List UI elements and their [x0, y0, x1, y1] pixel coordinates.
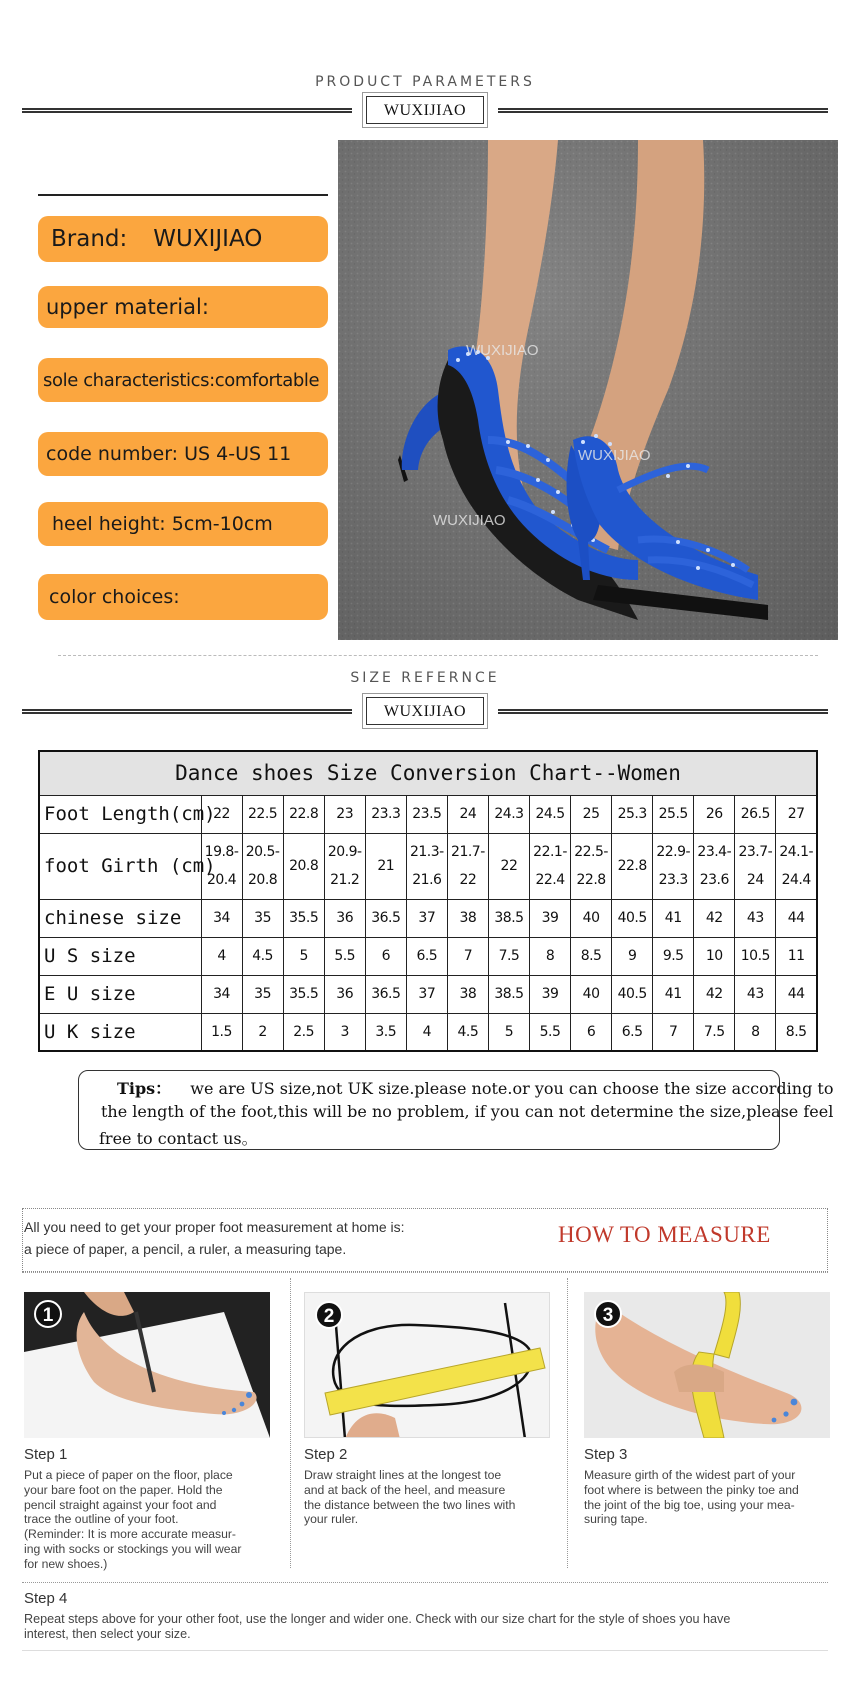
us-cell: 9 [612, 937, 653, 975]
foot-girth-cell [776, 833, 817, 899]
foot-length-cell: 24.5 [530, 795, 571, 833]
param-upper-material-text: upper material: [46, 295, 209, 319]
tips-line-2: the length of the foot,this will be no problem, if you can not determine the size,please feel [101, 1102, 834, 1121]
step-2-line: Draw straight lines at the longest toe [304, 1468, 502, 1482]
girth-value-part: 22.4 [535, 872, 565, 888]
param-heel-height-text: heel height: 5cm-10cm [52, 513, 273, 535]
foot-length-cell: 22.5 [242, 795, 283, 833]
step-1-line: ing with socks or stockings you will wear [24, 1541, 242, 1556]
step-3-line: foot where is between the pinky toe and [584, 1482, 799, 1497]
row-foot-girth-label: foot Girth (cm) [39, 833, 201, 899]
foot-length-cell: 22.8 [283, 795, 324, 833]
girth-value-part: 19.8- [204, 844, 239, 860]
girth-value-part: 22 [500, 858, 518, 874]
eu-cell: 38 [447, 975, 488, 1013]
us-cell: 11 [776, 937, 817, 975]
girth-value-part: 21.6 [412, 872, 442, 888]
how-to-measure-heading: HOW TO MEASURE [558, 1222, 771, 1247]
row-us-size [39, 937, 817, 975]
girth-value-part: 21.3- [409, 844, 444, 860]
finger [345, 1413, 400, 1438]
param-color-choices-text: color choices: [49, 586, 180, 608]
foot-length-cell: 26 [694, 795, 735, 833]
tips-label: Tips： [117, 1079, 172, 1098]
header-rule-right [498, 108, 828, 113]
foot-girth-cell [365, 833, 406, 899]
us-cell: 4 [201, 937, 242, 975]
foot-girth-cell [283, 833, 324, 899]
uk-cell: 6 [571, 1013, 612, 1051]
chinese-cell: 38.5 [488, 899, 529, 937]
eu-cell: 40 [571, 975, 612, 1013]
chinese-cell: 38 [447, 899, 488, 937]
product-photo [338, 140, 838, 640]
chinese-cell: 40.5 [612, 899, 653, 937]
girth-value-part: 20.8 [289, 858, 319, 874]
chinese-cell: 34 [201, 899, 242, 937]
foot-girth-cell [324, 833, 365, 899]
brand-logo-text: WUXIJIAO [366, 96, 484, 124]
eu-cell: 36.5 [365, 975, 406, 1013]
step-3-image [584, 1292, 830, 1438]
chinese-cell: 42 [694, 899, 735, 937]
param-code-number [38, 432, 328, 476]
uk-cell: 6.5 [612, 1013, 653, 1051]
watermark-3: WUXIJIAO [433, 512, 506, 529]
foot-length-cell: 23.5 [406, 795, 447, 833]
param-sole-text: sole characteristics:comfortable [43, 369, 320, 391]
us-cell: 8.5 [571, 937, 612, 975]
row-eu-label: E U size [39, 975, 201, 1013]
steps-divider-2 [567, 1278, 568, 1568]
step-2-line: your ruler. [304, 1512, 359, 1527]
eu-cell: 44 [776, 975, 817, 1013]
step-1-image [24, 1292, 270, 1438]
size-chart-caption: Dance shoes Size Conversion Chart--Women [39, 751, 817, 795]
row-chinese-size [39, 899, 817, 937]
chinese-cell: 35 [242, 899, 283, 937]
steps-divider-1 [290, 1278, 291, 1568]
girth-value-part: 24.4 [781, 872, 811, 888]
uk-cell: 8 [735, 1013, 776, 1051]
tips-text-1: we are US size,not UK size.please note.or you can choose the size according to [190, 1079, 834, 1098]
us-cell: 7.5 [488, 937, 529, 975]
uk-cell: 1.5 [201, 1013, 242, 1051]
foot-girth-cell [735, 833, 776, 899]
eu-cell: 42 [694, 975, 735, 1013]
step-3-line: suring tape. [584, 1512, 648, 1527]
chinese-cell: 39 [530, 899, 571, 937]
step-3-number: 3 [594, 1300, 622, 1328]
step-2-number: 2 [315, 1301, 343, 1329]
us-cell: 7 [447, 937, 488, 975]
girth-value-part: 22.5- [574, 844, 608, 860]
step-1-number: 1 [34, 1300, 62, 1328]
size-rule-left [22, 709, 352, 714]
bottom-line [22, 1650, 828, 1651]
eu-cell: 34 [201, 975, 242, 1013]
uk-cell: 4.5 [447, 1013, 488, 1051]
step-1-line: trace the outline of your foot. [24, 1512, 179, 1527]
foot-length-cell: 26.5 [735, 795, 776, 833]
foot-girth-cell [447, 833, 488, 899]
us-cell: 5.5 [324, 937, 365, 975]
girth-value-part: 21 [377, 858, 395, 874]
girth-value-part: 22.8 [576, 872, 606, 888]
row-foot-length-label: Foot Length(cm) [39, 795, 201, 833]
eu-cell: 38.5 [488, 975, 529, 1013]
step-2-text [304, 1468, 554, 1527]
eu-cell: 43 [735, 975, 776, 1013]
product-photo-illustration [338, 140, 838, 640]
step-4-line-2: interest, then select your size. [24, 1627, 191, 1641]
row-uk-size [39, 1013, 817, 1051]
step-1-text [24, 1468, 274, 1572]
girth-value-part: 24 [746, 872, 764, 888]
eu-cell: 36 [324, 975, 365, 1013]
eu-cell: 35.5 [283, 975, 324, 1013]
eu-cell: 37 [406, 975, 447, 1013]
us-cell: 6.5 [406, 937, 447, 975]
chinese-cell: 40 [571, 899, 612, 937]
step-1-line: (Reminder: It is more accurate measur- [24, 1527, 236, 1542]
chinese-cell: 36 [324, 899, 365, 937]
step-3-text [584, 1468, 834, 1527]
params-top-line [38, 194, 328, 196]
eu-cell: 40.5 [612, 975, 653, 1013]
girth-value-part: 23.4- [697, 844, 732, 860]
foot-girth-cell [242, 833, 283, 899]
step-3-title: Step 3 [584, 1446, 628, 1463]
param-code-number-text: code number: US 4-US 11 [46, 443, 292, 465]
tips-line-3: free to contact us。 [99, 1129, 258, 1148]
size-section-title: SIZE REFERNCE [350, 670, 500, 686]
foot-girth-cell [201, 833, 242, 899]
girth-value-part: 20.8 [248, 872, 278, 888]
watermark-1: WUXIJIAO [466, 342, 539, 359]
step-2-image [304, 1292, 550, 1438]
param-sole [38, 358, 328, 402]
tips-line-1 [117, 1076, 833, 1099]
size-brand-logo-text: WUXIJIAO [366, 697, 484, 725]
girth-value-part: 21.7- [451, 844, 485, 860]
step-1-line: for new shoes.) [24, 1556, 108, 1571]
girth-value-part: 20.4 [206, 872, 237, 888]
foot-length-cell: 22 [201, 795, 242, 833]
param-brand-label: Brand: [51, 226, 128, 252]
eu-cell: 41 [653, 975, 694, 1013]
girth-value-part: 22.9- [656, 844, 691, 860]
header-rule-left [22, 108, 352, 113]
foot-length-cell: 25 [571, 795, 612, 833]
us-cell: 4.5 [242, 937, 283, 975]
foot-girth-cell [406, 833, 447, 899]
girth-value-part: 21.2 [330, 872, 360, 888]
step-2-title: Step 2 [304, 1446, 348, 1463]
hand [84, 1292, 134, 1316]
foot-length-cell: 24.3 [488, 795, 529, 833]
us-cell: 9.5 [653, 937, 694, 975]
steps-top-line [22, 1272, 828, 1273]
us-cell: 6 [365, 937, 406, 975]
step-2-line: the distance between the two lines with [304, 1497, 516, 1512]
measure-intro-line-2: a piece of paper, a pencil, a ruler, a measuring tape. [24, 1241, 347, 1257]
param-brand-value: WUXIJIAO [153, 226, 263, 252]
row-chinese-label: chinese size [39, 899, 201, 937]
param-heel-height [38, 502, 328, 546]
tips-box [78, 1070, 834, 1150]
step-1-title: Step 1 [24, 1446, 68, 1463]
foot-length-cell: 23 [324, 795, 365, 833]
girth-value-part: 23.7- [738, 844, 773, 860]
size-brand-logo-box [362, 693, 488, 729]
girth-value-part: 20.9- [327, 844, 362, 860]
chinese-cell: 37 [406, 899, 447, 937]
girth-value-part: 23.3 [658, 872, 688, 888]
measure-intro-line-1: All you need to get your proper foot measurement at home is: [24, 1219, 405, 1235]
chinese-cell: 35.5 [283, 899, 324, 937]
param-color-choices [38, 574, 328, 620]
girth-value-part: 24.1- [779, 844, 814, 860]
us-cell: 10 [694, 937, 735, 975]
us-cell: 8 [530, 937, 571, 975]
foot-girth-cell [653, 833, 694, 899]
row-eu-size [39, 975, 817, 1013]
foot-girth-cell [488, 833, 529, 899]
foot-length-cell: 25.5 [653, 795, 694, 833]
step-3-line: Measure girth of the widest part of your [584, 1468, 796, 1482]
chinese-cell: 43 [735, 899, 776, 937]
foot-length-cell: 25.3 [612, 795, 653, 833]
girth-value-part: 22.8 [617, 858, 647, 874]
chinese-cell: 41 [653, 899, 694, 937]
foot-girth-cell [612, 833, 653, 899]
girth-value-part: 20.5- [245, 844, 280, 860]
watermark-2: WUXIJIAO [578, 447, 651, 464]
uk-cell: 7.5 [694, 1013, 735, 1051]
us-cell: 10.5 [735, 937, 776, 975]
foot-girth-cell [694, 833, 735, 899]
step-3-line: the joint of the big toe, using your mea- [584, 1497, 795, 1512]
girth-value-part: 22 [459, 872, 477, 888]
eu-cell: 35 [242, 975, 283, 1013]
foot-girth-cell [571, 833, 612, 899]
uk-cell: 5 [488, 1013, 529, 1051]
girth-value-part: 22.1- [533, 844, 567, 860]
step-4-top-line [22, 1582, 828, 1583]
uk-cell: 8.5 [776, 1013, 817, 1051]
girth-value-part: 23.6 [699, 872, 729, 888]
uk-cell: 5.5 [530, 1013, 571, 1051]
row-foot-length [39, 795, 817, 833]
eu-cell: 39 [530, 975, 571, 1013]
chinese-cell: 44 [776, 899, 817, 937]
brand-logo-box [362, 92, 488, 128]
uk-cell: 3 [324, 1013, 365, 1051]
step-2-line: and at back of the heel, and measure [304, 1482, 506, 1497]
param-upper-material [38, 286, 328, 328]
step-1-line: your bare foot on the paper. Hold the [24, 1482, 223, 1497]
section-separator [58, 655, 818, 656]
foot-length-cell: 24 [447, 795, 488, 833]
foot-length-cell: 27 [776, 795, 817, 833]
foot-girth-cell [530, 833, 571, 899]
uk-cell: 2 [242, 1013, 283, 1051]
row-foot-girth [39, 833, 817, 899]
param-brand [38, 216, 328, 262]
size-chart-table [38, 750, 818, 1052]
uk-cell: 3.5 [365, 1013, 406, 1051]
us-cell: 5 [283, 937, 324, 975]
heel-line [335, 1313, 345, 1438]
step-4-title: Step 4 [24, 1590, 68, 1607]
step-1-line: Put a piece of paper on the floor, place [24, 1468, 233, 1482]
row-us-label: U S size [39, 937, 201, 975]
step-4-line-1: Repeat steps above for your other foot, use the longer and wider one. Check with our size chart for the style of shoes you have [24, 1612, 731, 1626]
uk-cell: 4 [406, 1013, 447, 1051]
size-rule-right [498, 709, 828, 714]
step-1-line: pencil straight against your foot and [24, 1497, 217, 1512]
chinese-cell: 36.5 [365, 899, 406, 937]
uk-cell: 2.5 [283, 1013, 324, 1051]
foot-length-cell: 23.3 [365, 795, 406, 833]
row-uk-label: U K size [39, 1013, 201, 1051]
uk-cell: 7 [653, 1013, 694, 1051]
params-section-title: PRODUCT PARAMETERS [315, 74, 535, 90]
